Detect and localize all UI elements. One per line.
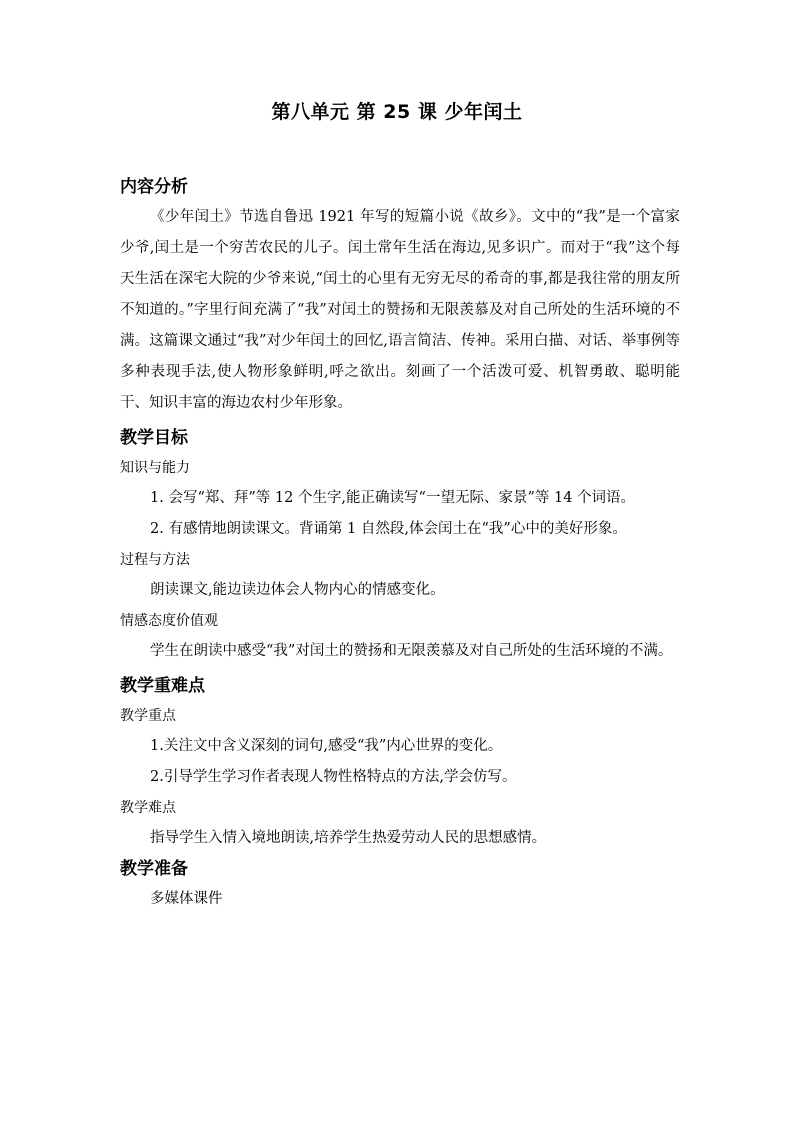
section-teaching-goals <box>120 423 680 667</box>
subheading-knowledge: 知识与能力 <box>120 460 190 476</box>
preparation-text: 多媒体课件 <box>150 891 223 907</box>
heading-key-points: 教学重难点 <box>120 676 205 696</box>
heading-content-analysis: 内容分析 <box>120 177 188 197</box>
section-content-analysis <box>120 172 680 419</box>
focus-item-1: 1.关注文中含义深刻的词句,感受“我”内心世界的变化。 <box>150 738 503 754</box>
heading-preparation: 教学准备 <box>120 859 188 879</box>
difficulty-text: 指导学生入情入境地朗读,培养学生热爱劳动人民的思想感情。 <box>150 830 547 846</box>
emotion-text: 学生在朗读中感受“我”对闰土的赞扬和无限羡慕及对自己所处的生活环境的不满。 <box>150 643 673 659</box>
section-preparation <box>120 854 680 915</box>
document-content <box>120 172 680 915</box>
knowledge-item-2: 2. 有感情地朗读课文。背诵第 1 自然段,体会闰土在“我”心中的美好形象。 <box>150 521 627 537</box>
subheading-difficulty: 教学难点 <box>120 800 176 816</box>
section-key-points <box>120 671 680 854</box>
analysis-paragraph: 《少年闰土》节选自鲁迅 1921 年写的短篇小说《故乡》。文中的“我”是一个富家少爷,闰土是一个穷苦农民的儿子。闰土常年生活在海边,见多识广。而对于“我”这个每天生活在深宅大院的少爷来说,“闰土的心里有无穷无尽的希奇的事,都是我往常的朋友所不知道的。”字里行间充满了“我”对闰土的赞扬和无限羡慕及对自己所处的生活环境的不满。这篇课文通过“我”对少年闰土的回忆,语言简洁、传神。采用白描、对话、举事例等多种表现手法,使人物形象鲜明,呼之欲出。刻画了一个活泼可爱、机智勇敢、聪明能干、知识丰富的海边农村少年形象。 <box>120 209 680 411</box>
heading-teaching-goals: 教学目标 <box>120 428 188 448</box>
subheading-focus: 教学重点 <box>120 708 176 724</box>
knowledge-item-1: 1. 会写“郑、拜”等 12 个生字,能正确读写“一望无际、家景”等 14 个词语。 <box>150 490 636 506</box>
subheading-process: 过程与方法 <box>120 552 190 568</box>
subheading-emotion: 情感态度价值观 <box>120 613 218 629</box>
page-title: 第八单元 第 25 课 少年闰土 <box>271 101 523 123</box>
focus-item-2: 2.引导学生学习作者表现人物性格特点的方法,学会仿写。 <box>150 769 517 785</box>
process-text: 朗读课文,能边读边体会人物内心的情感变化。 <box>150 582 445 598</box>
